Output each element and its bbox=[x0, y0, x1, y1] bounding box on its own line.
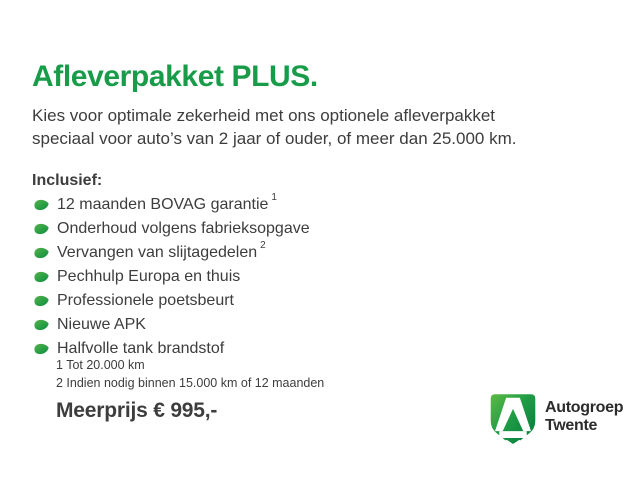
leaf-bullet-icon bbox=[33, 223, 50, 235]
list-item-label: Halfvolle tank brandstof bbox=[57, 340, 225, 357]
list-item-label: Vervangen van slijtagedelen bbox=[57, 244, 258, 261]
list-item bbox=[33, 313, 313, 337]
leaf-bullet-icon bbox=[33, 271, 50, 283]
brand-logo bbox=[489, 392, 623, 448]
subtitle bbox=[32, 104, 516, 150]
footnote-marker: 1 bbox=[271, 192, 277, 203]
subtitle-line-2: speciaal voor auto’s van 2 jaar of ouder, of meer dan 25.000 km. bbox=[32, 129, 517, 148]
subtitle-line-1: Kies voor optimale zekerheid met ons optionele afleverpakket bbox=[32, 106, 496, 125]
price-label: Meerprijs € 995,- bbox=[56, 399, 218, 422]
list-item-label: Onderhoud volgens fabrieksopgave bbox=[57, 220, 310, 237]
leaf-bullet-icon bbox=[33, 247, 50, 259]
list-item-label: 12 maanden BOVAG garantie bbox=[57, 196, 269, 213]
footnote-1: 1 Tot 20.000 km bbox=[56, 358, 145, 372]
footnote-2: 2 Indien nodig binnen 15.000 km of 12 maanden bbox=[56, 375, 325, 390]
shield-a-logo-icon bbox=[489, 392, 537, 448]
footnotes bbox=[56, 357, 324, 392]
list-item bbox=[33, 265, 313, 289]
list-item-label: Pechhulp Europa en thuis bbox=[57, 268, 241, 285]
leaf-bullet-icon bbox=[33, 295, 50, 307]
footnote-marker: 2 bbox=[260, 240, 266, 251]
list-item bbox=[33, 193, 313, 217]
list-item bbox=[33, 217, 313, 241]
list-item bbox=[33, 241, 313, 265]
included-label: Inclusief: bbox=[32, 172, 103, 189]
leaf-bullet-icon bbox=[33, 319, 50, 331]
brand-name bbox=[545, 399, 623, 435]
brand-name-line-2: Twente bbox=[545, 417, 598, 434]
brand-name-line-1: Autogroep bbox=[545, 399, 624, 416]
leaf-bullet-icon bbox=[33, 343, 50, 355]
list-item-label: Nieuwe APK bbox=[57, 316, 146, 333]
package-list bbox=[33, 193, 313, 361]
leaf-bullet-icon bbox=[33, 199, 50, 211]
page-title: Afleverpakket PLUS. bbox=[32, 60, 318, 93]
list-item bbox=[33, 289, 313, 313]
list-item-label: Professionele poetsbeurt bbox=[57, 292, 234, 309]
